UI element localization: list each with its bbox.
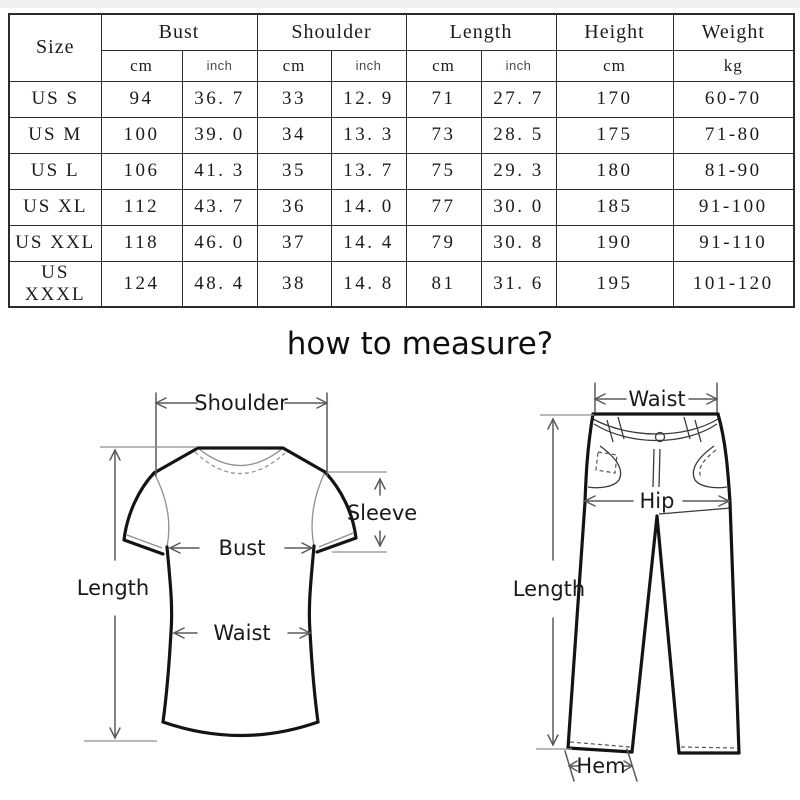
bust-inch-cell: 36. 7 bbox=[182, 81, 257, 117]
tshirt-diagram bbox=[77, 391, 417, 741]
bust-cm-cell: 112 bbox=[101, 189, 182, 225]
pants-waist-measure bbox=[595, 383, 717, 412]
neckline-curve bbox=[198, 448, 283, 466]
bust-inch-cell: 41. 3 bbox=[182, 153, 257, 189]
size-cell: US XXXL bbox=[9, 261, 101, 307]
weight-kg-cell: 101-120 bbox=[673, 261, 794, 307]
shirt-left-sleeve bbox=[124, 473, 163, 554]
shoulder-inch-cell: 14. 8 bbox=[331, 261, 406, 307]
table-row bbox=[9, 189, 794, 225]
length-inch-cell: 27. 7 bbox=[481, 81, 556, 117]
shoulder-cm-cell: 33 bbox=[257, 81, 331, 117]
height-cm-cell: 195 bbox=[556, 261, 673, 307]
length-inch-cell: 28. 5 bbox=[481, 117, 556, 153]
hem-stitch-dashed bbox=[570, 742, 737, 748]
size-cell: US XL bbox=[9, 189, 101, 225]
shirt-waist-measure bbox=[174, 621, 310, 645]
bust-inch-cell: 48. 4 bbox=[182, 261, 257, 307]
col-header-length: Length bbox=[406, 14, 556, 50]
pants-length-measure bbox=[513, 415, 594, 749]
shirt-left-side bbox=[163, 547, 172, 722]
pants-diagram bbox=[513, 383, 739, 781]
unit-shoulder-cm: cm bbox=[257, 50, 331, 81]
shirt-waist-label: Waist bbox=[213, 621, 271, 645]
left-armhole-seam bbox=[154, 473, 169, 547]
left-belt-loop bbox=[607, 417, 624, 442]
shoulder-inch-cell: 12. 9 bbox=[331, 81, 406, 117]
shirt-top-outline bbox=[154, 448, 325, 473]
pants-left-hem bbox=[568, 748, 632, 752]
weight-kg-cell: 71-80 bbox=[673, 117, 794, 153]
shoulder-cm-cell: 35 bbox=[257, 153, 331, 189]
weight-kg-cell: 60-70 bbox=[673, 81, 794, 117]
unit-shoulder-inch: inch bbox=[331, 50, 406, 81]
right-armhole-seam bbox=[312, 472, 325, 546]
sleeve-measure bbox=[327, 472, 417, 552]
length-inch-cell: 31. 6 bbox=[481, 261, 556, 307]
length-cm-cell: 75 bbox=[406, 153, 481, 189]
unit-length-inch: inch bbox=[481, 50, 556, 81]
shirt-bottom-hem bbox=[163, 722, 318, 736]
unit-length-cm: cm bbox=[406, 50, 481, 81]
bust-inch-cell: 39. 0 bbox=[182, 117, 257, 153]
unit-height-cm: cm bbox=[556, 50, 673, 81]
shoulder-measure bbox=[156, 391, 327, 476]
shirt-shoulder-label: Shoulder bbox=[194, 391, 288, 415]
col-header-weight: Weight bbox=[673, 14, 794, 50]
right-pocket-curve bbox=[693, 446, 727, 488]
pants-inseams bbox=[632, 516, 679, 753]
height-cm-cell: 185 bbox=[556, 189, 673, 225]
col-header-shoulder: Shoulder bbox=[257, 14, 406, 50]
table-row bbox=[9, 117, 794, 153]
right-pocket-dashed bbox=[700, 450, 716, 477]
size-cell: US S bbox=[9, 81, 101, 117]
table-row bbox=[9, 153, 794, 189]
bust-inch-cell: 43. 7 bbox=[182, 189, 257, 225]
bust-cm-cell: 94 bbox=[101, 81, 182, 117]
weight-kg-cell: 81-90 bbox=[673, 153, 794, 189]
height-cm-cell: 180 bbox=[556, 153, 673, 189]
length-cm-cell: 77 bbox=[406, 189, 481, 225]
measure-diagram bbox=[0, 370, 800, 800]
pants-hem-label: Hem bbox=[576, 754, 626, 778]
pants-waist-label: Waist bbox=[628, 387, 686, 411]
bust-cm-cell: 124 bbox=[101, 261, 182, 307]
shoulder-inch-cell: 14. 4 bbox=[331, 225, 406, 261]
height-cm-cell: 170 bbox=[556, 81, 673, 117]
col-header-height: Height bbox=[556, 14, 673, 50]
header-row-1 bbox=[9, 14, 794, 50]
bust-inch-cell: 46. 0 bbox=[182, 225, 257, 261]
top-strip bbox=[0, 0, 800, 8]
shirt-length-label: Length bbox=[76, 576, 150, 600]
unit-bust-cm: cm bbox=[101, 50, 182, 81]
bust-cm-cell: 106 bbox=[101, 153, 182, 189]
col-header-size: Size bbox=[9, 14, 101, 81]
pants-right-outer-seam bbox=[718, 414, 739, 753]
how-to-measure-heading: how to measure? bbox=[286, 326, 554, 362]
shoulder-cm-cell: 37 bbox=[257, 225, 331, 261]
weight-kg-cell: 91-110 bbox=[673, 225, 794, 261]
length-inch-cell: 29. 3 bbox=[481, 153, 556, 189]
shoulder-cm-cell: 38 bbox=[257, 261, 331, 307]
unit-bust-inch: inch bbox=[182, 50, 257, 81]
length-cm-cell: 73 bbox=[406, 117, 481, 153]
shirt-sleeve-label: Sleeve bbox=[346, 501, 418, 525]
shoulder-inch-cell: 13. 7 bbox=[331, 153, 406, 189]
height-cm-cell: 175 bbox=[556, 117, 673, 153]
table-row bbox=[9, 81, 794, 117]
size-cell: US M bbox=[9, 117, 101, 153]
pants-hip-label: Hip bbox=[639, 489, 675, 513]
length-cm-cell: 81 bbox=[406, 261, 481, 307]
table-row bbox=[9, 261, 794, 307]
col-header-bust: Bust bbox=[101, 14, 257, 50]
size-cell: US XXL bbox=[9, 225, 101, 261]
shoulder-cm-cell: 34 bbox=[257, 117, 331, 153]
waistband-curve-top bbox=[593, 419, 718, 434]
fly-stitch-lines bbox=[653, 449, 660, 487]
size-chart-table bbox=[8, 13, 795, 308]
length-cm-cell: 79 bbox=[406, 225, 481, 261]
bust-cm-cell: 118 bbox=[101, 225, 182, 261]
coin-pocket-dashed bbox=[596, 452, 617, 473]
length-cm-cell: 71 bbox=[406, 81, 481, 117]
pants-length-label: Length bbox=[512, 577, 586, 601]
weight-kg-cell: 91-100 bbox=[673, 189, 794, 225]
bust-cm-cell: 100 bbox=[101, 117, 182, 153]
shirt-length-measure bbox=[77, 447, 197, 741]
shoulder-inch-cell: 13. 3 bbox=[331, 117, 406, 153]
bust-measure bbox=[170, 536, 312, 560]
height-cm-cell: 190 bbox=[556, 225, 673, 261]
hem-measure bbox=[565, 749, 637, 781]
shirt-right-side bbox=[309, 546, 318, 722]
unit-weight-kg: kg bbox=[673, 50, 794, 81]
size-cell: US L bbox=[9, 153, 101, 189]
length-inch-cell: 30. 8 bbox=[481, 225, 556, 261]
header-row-2 bbox=[9, 50, 794, 81]
shirt-bust-label: Bust bbox=[218, 536, 266, 560]
table-row bbox=[9, 225, 794, 261]
length-inch-cell: 30. 0 bbox=[481, 189, 556, 225]
shoulder-inch-cell: 14. 0 bbox=[331, 189, 406, 225]
shoulder-cm-cell: 36 bbox=[257, 189, 331, 225]
